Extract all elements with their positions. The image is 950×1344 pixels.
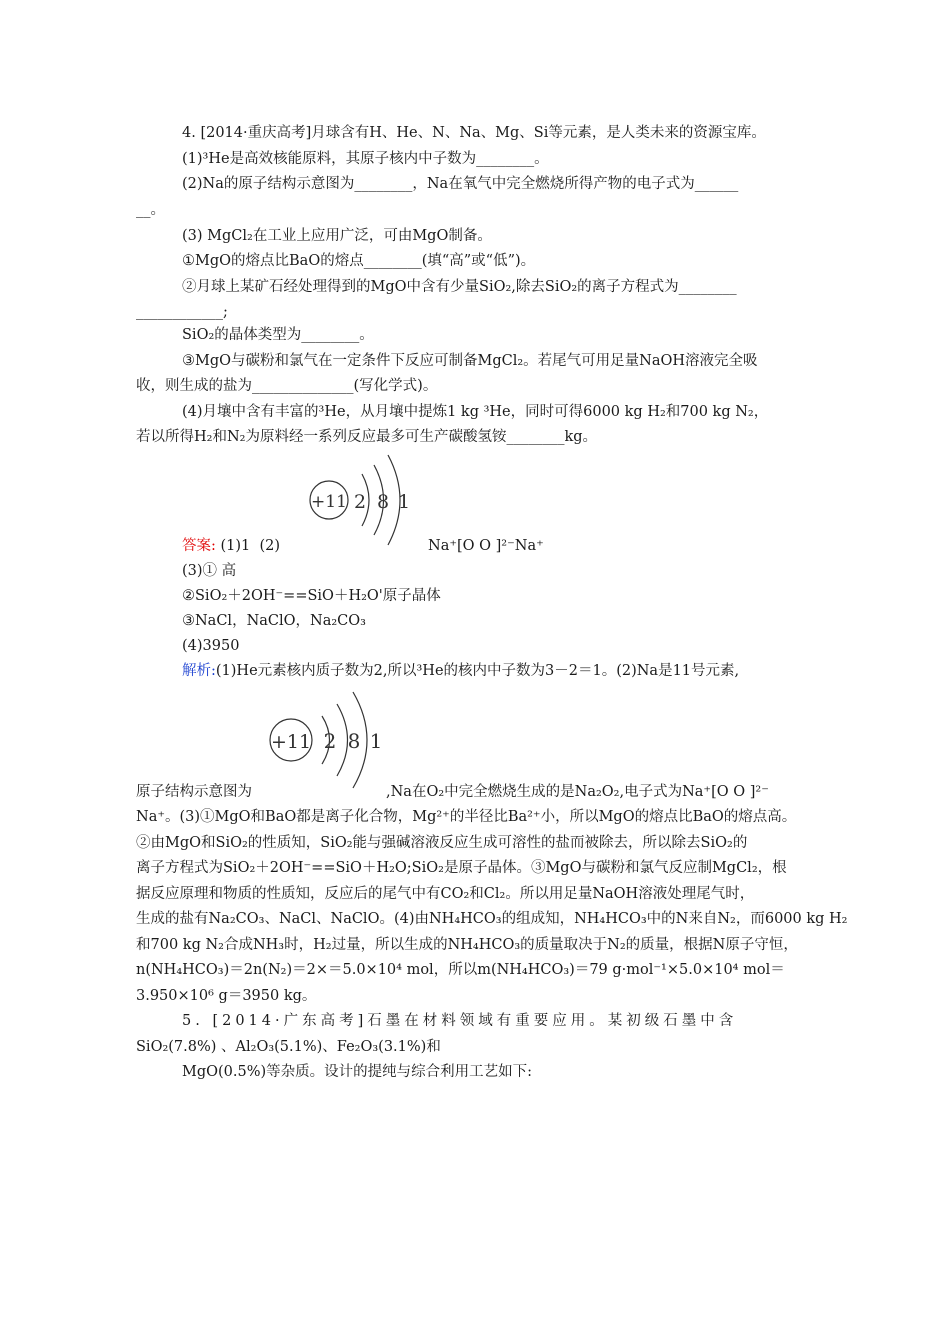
q4-part4-cont: 若以所得H₂和N₂为原料经一系列反应最多可生产碳酸氢铵________kg。 bbox=[136, 429, 598, 445]
analysis-line-1: 解析:(1)He元素核内质子数为2,所以³He的核内中子数为3－2＝1。(2)Na是11号元素, bbox=[182, 663, 740, 679]
answer-electron-formula: Na⁺[O O ]²⁻Na⁺ bbox=[428, 538, 544, 554]
q5-title: 5. [2014·广东高考]石墨在材料领域有重要应用。某初级石墨中含 bbox=[182, 1013, 738, 1029]
answer-label: 答案: bbox=[182, 538, 216, 554]
q5-line-3: MgO(0.5%)等杂质。设计的提纯与综合利用工艺如下: bbox=[182, 1064, 533, 1080]
q4-part3-1: ①MgO的熔点比BaO的熔点________(填“高”或“低”)。 bbox=[182, 253, 536, 269]
q4-part1: (1)³He是高效核能原料，其原子核内中子数为________。 bbox=[182, 151, 549, 167]
q4-part3-3-cont: 收，则生成的盐为______________(写化学式)。 bbox=[136, 378, 438, 394]
q4-part4: (4)月壤中含有丰富的³He，从月壤中提炼1 kg ³He，同时可得6000 kg H₂和700 kg N₂， bbox=[182, 404, 769, 420]
analysis-line-8: 和700 kg N₂合成NH₃时，H₂过量，所以生成的NH₄HCO₃的质量取决于N₂的质量，根据N原子守恒， bbox=[136, 937, 798, 953]
answer-line-5: (4)3950 bbox=[182, 638, 240, 654]
svg-text:8: 8 bbox=[376, 491, 390, 513]
analysis-line-4: ②由MgO和SiO₂的性质知，SiO₂能与强碱溶液反应生成可溶性的盐而被除去，所以除去SiO₂的 bbox=[136, 835, 748, 851]
nucleus-label: +11 bbox=[270, 731, 312, 753]
analysis-line-10: 3.950×10⁶ g＝3950 kg。 bbox=[136, 988, 317, 1004]
nucleus-label: +11 bbox=[311, 492, 347, 512]
analysis-diagram-label: 原子结构示意图为 bbox=[136, 784, 252, 800]
q4-part3: (3) MgCl₂在工业上应用广泛，可由MgO制备。 bbox=[182, 228, 492, 244]
answer-line-1: 答案: (1)1 (2) bbox=[182, 538, 281, 554]
svg-text:2: 2 bbox=[323, 729, 337, 753]
analysis-label: 解析: bbox=[182, 663, 216, 679]
svg-text:8: 8 bbox=[347, 729, 361, 753]
analysis-diagram-tail: ,Na在O₂中完全燃烧生成的是Na₂O₂,电子式为Na⁺[O O ]²⁻ bbox=[386, 784, 769, 800]
svg-text:1: 1 bbox=[369, 729, 383, 753]
analysis-line-9: n(NH₄HCO₃)＝2n(N₂)＝2×＝5.0×10⁴ mol，所以m(NH₄HCO₃)＝79 g·mol⁻¹×5.0×10⁴ mol＝ bbox=[136, 962, 785, 978]
q4-part2: (2)Na的原子结构示意图为________，Na在氧气中完全燃烧所得产物的电子式为______ bbox=[182, 176, 739, 192]
q4-part2-cont: __。 bbox=[136, 202, 165, 218]
q4-part3-3: ③MgO与碳粉和氯气在一定条件下反应可制备MgCl₂。若尾气可用足量NaOH溶液完全吸 bbox=[182, 353, 758, 369]
analysis-line-5: 离子方程式为SiO₂＋2OH⁻==SiO＋H₂O;SiO₂是原子晶体。③MgO与碳粉和氯气反应制MgCl₂，根 bbox=[136, 860, 787, 876]
svg-text:1: 1 bbox=[397, 491, 411, 513]
answer-line-2: (3)① 高 bbox=[182, 563, 237, 579]
q5-line-2: SiO₂(7.8%) 、Al₂O₃(5.1%)、Fe₂O₃(3.1%)和 bbox=[136, 1039, 441, 1055]
q4-part3-2-cont: ____________; bbox=[136, 304, 228, 320]
q4-part3-2b: SiO₂的晶体类型为________。 bbox=[182, 327, 374, 343]
analysis-line-6: 据反应原理和物质的性质知，反应后的尾气中有CO₂和Cl₂。所以用足量NaOH溶液处理尾气时， bbox=[136, 886, 755, 902]
svg-text:2: 2 bbox=[353, 491, 367, 513]
answer-line-4: ③NaCl，NaClO，Na₂CO₃ bbox=[182, 613, 366, 629]
q4-part3-2: ②月球上某矿石经处理得到的MgO中含有少量SiO₂,除去SiO₂的离子方程式为________ bbox=[182, 279, 737, 295]
analysis-line-7: 生成的盐有Na₂CO₃、NaCl、NaClO。(4)由NH₄HCO₃的组成知，NH₄HCO₃中的N来自N₂，而6000 kg H₂ bbox=[136, 911, 848, 927]
answer-line-3: ②SiO₂＋2OH⁻==SiO＋H₂O'原子晶体 bbox=[182, 588, 441, 604]
q4-title: 4. [2014·重庆高考]月球含有H、He、N、Na、Mg、Si等元素，是人类未来的资源宝库。 bbox=[182, 125, 766, 141]
analysis-line-3: Na⁺。(3)①MgO和BaO都是离子化合物，Mg²⁺的半径比Ba²⁺小，所以MgO的熔点比BaO的熔点高。 bbox=[136, 809, 797, 825]
